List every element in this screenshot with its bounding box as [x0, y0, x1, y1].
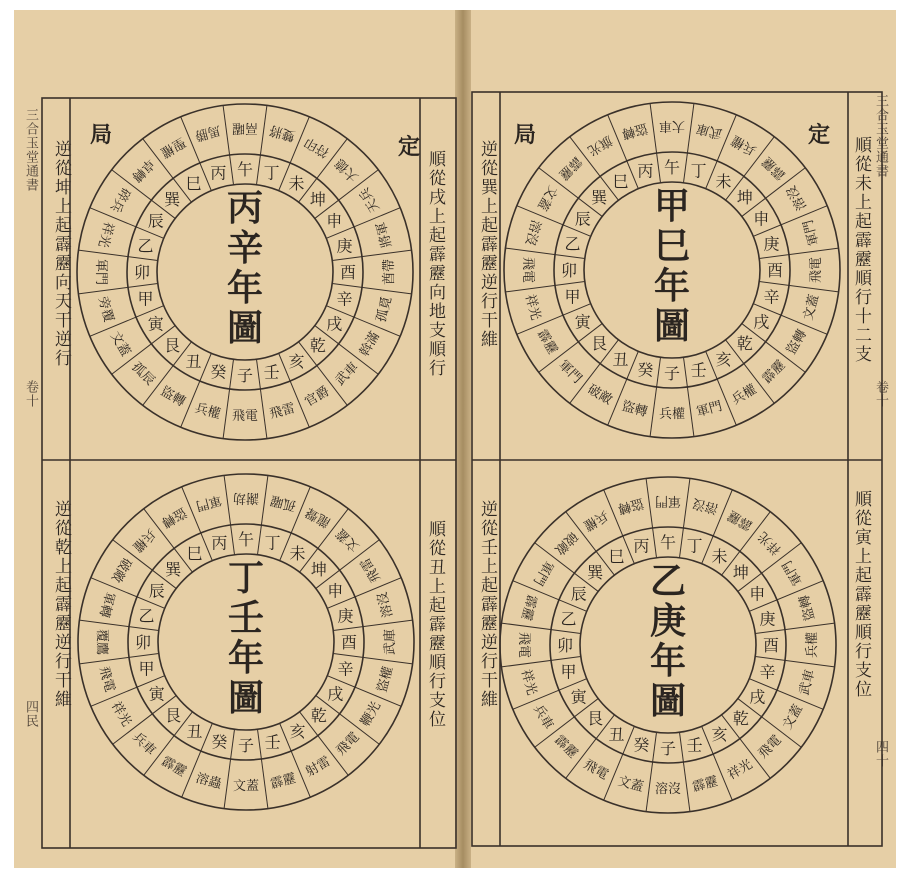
right-header-ju: 局 — [514, 122, 537, 148]
inner-ring-label: 卯 — [133, 263, 151, 282]
inner-ring-label: 艮 — [591, 333, 608, 353]
outer-ring-label: 孤辰 — [128, 359, 158, 389]
inner-ring-label: 酉 — [339, 263, 357, 282]
outer-ring-label: 盜權 — [374, 664, 397, 694]
outer-ring-label: 霹靂 — [533, 327, 560, 358]
inner-ring-label: 巳 — [185, 173, 202, 193]
outer-ring-label: 霹靂 — [551, 732, 581, 762]
diagram-title-char: 丁 — [227, 557, 265, 599]
inner-ring-label: 壬 — [690, 360, 707, 380]
outer-ring-label: 軍門 — [194, 491, 224, 514]
outer-ring-label: 溶沒 — [690, 494, 720, 517]
diagram-title-char: 圖 — [226, 307, 264, 349]
outer-ring-label: 飛電 — [809, 256, 824, 284]
inner-ring-label: 戌 — [326, 314, 343, 334]
outer-ring-label: 軍門 — [654, 493, 682, 508]
inner-ring-label: 子 — [236, 366, 254, 385]
inner-ring-label: 辰 — [148, 581, 165, 601]
outer-ring-label: 酋帶 — [382, 258, 397, 286]
left-header-ju: 局 — [90, 122, 113, 148]
outer-ring-label: 兵權 — [805, 631, 820, 659]
inner-ring-label: 丁 — [264, 533, 281, 553]
inner-ring-label: 卯 — [556, 636, 574, 655]
outer-ring-label: 文蓋 — [232, 779, 260, 794]
outer-ring-label: 軍門 — [694, 398, 724, 421]
right-header-ding: 定 — [808, 122, 831, 148]
inner-ring-label: 子 — [237, 736, 255, 755]
outer-ring-label: 飛電 — [333, 729, 363, 759]
inner-ring-label: 辛 — [337, 659, 354, 679]
inner-ring-label: 辛 — [763, 287, 780, 307]
outer-ring-label: 射雷 — [303, 754, 334, 781]
outer-ring-label: 破敵 — [551, 528, 581, 558]
inner-ring-label: 癸 — [637, 360, 654, 380]
diagram-title-char: 庚 — [649, 600, 687, 642]
inner-ring-label: 丁 — [686, 536, 703, 556]
inner-ring-label: 丙 — [211, 533, 228, 553]
outer-ring-label: 飛雷 — [358, 554, 385, 585]
outer-ring-label: 霹靂 — [759, 357, 789, 387]
left-margin-title: 三合玉堂通書 — [23, 108, 38, 192]
outer-ring-label: 龍聲 — [303, 503, 334, 530]
outer-ring-label: 馬勝 — [193, 121, 223, 144]
outer-ring-label: 覆鷹 — [94, 628, 109, 656]
inner-ring-label: 辰 — [570, 584, 587, 604]
inner-ring-label: 未 — [715, 171, 732, 191]
left-note-bottom-right: 順從丑上起霹靂順行支位 — [425, 520, 445, 729]
outer-ring-label: 飛電 — [231, 409, 259, 424]
inner-ring-label: 乙 — [138, 606, 155, 626]
inner-ring-label: 巽 — [591, 188, 608, 208]
outer-ring-label: 文蓋 — [106, 329, 133, 360]
diagram-title-char: 辛 — [226, 227, 264, 269]
inner-ring-label: 辰 — [147, 211, 164, 231]
outer-ring-label: 碎兵 — [106, 184, 133, 215]
inner-ring-label: 艮 — [165, 705, 182, 725]
left-note-bottom-left: 逆從乾上起霹靂逆行干維 — [51, 500, 71, 709]
outer-ring-label: 祥光 — [755, 528, 785, 558]
diagram-title-char: 圖 — [649, 680, 687, 722]
outer-ring-label: 祥光 — [725, 757, 756, 784]
inner-ring-label: 巽 — [165, 560, 182, 580]
outer-ring-label: 官爵 — [302, 384, 333, 411]
diagram-title-char: 巳 — [653, 225, 691, 267]
inner-ring-label: 寅 — [147, 314, 164, 334]
outer-ring-label: 盜轉 — [157, 384, 188, 411]
left-margin-label: 卷十 — [23, 380, 38, 408]
outer-ring-label: 霹靂 — [158, 754, 189, 781]
inner-ring-label: 辛 — [336, 289, 353, 309]
diagram-ding-ren — [78, 474, 414, 810]
inner-ring-label: 戌 — [749, 687, 766, 707]
inner-ring-label: 酉 — [340, 633, 358, 652]
outer-ring-label: 飛電 — [95, 664, 118, 694]
inner-ring-label: 未 — [289, 543, 306, 563]
outer-ring-label: 盜轉 — [784, 327, 811, 358]
outer-ring-label: 飛電 — [520, 256, 535, 284]
inner-ring-label: 申 — [326, 211, 343, 231]
outer-ring-label: 飛雷 — [267, 400, 297, 423]
inner-ring-label: 乙 — [560, 609, 577, 629]
inner-ring-label: 乾 — [732, 708, 749, 728]
inner-ring-label: 庚 — [337, 606, 354, 626]
outer-ring-label: 兵車 — [129, 729, 159, 759]
outer-ring-label: 溶沒 — [654, 782, 682, 797]
inner-ring-label: 丁 — [690, 161, 707, 181]
outer-ring-label: 軍門 — [780, 557, 807, 588]
outer-ring-label: 武庫 — [383, 628, 398, 656]
outer-ring-label: 軍轉 — [95, 590, 118, 620]
inner-ring-label: 丑 — [612, 350, 629, 370]
right-note-top-left: 逆從巽上起霹靂逆行干維 — [477, 140, 497, 349]
inner-ring-label: 亥 — [288, 352, 305, 372]
inner-ring-label: 甲 — [138, 659, 155, 679]
inner-ring-label: 亥 — [715, 350, 732, 370]
inner-ring-label: 戌 — [327, 684, 344, 704]
inner-ring-label: 未 — [288, 173, 305, 193]
outer-ring-label: 鬲曜 — [231, 120, 259, 135]
outer-ring-label: 軍門 — [93, 258, 108, 286]
diagram-title-char: 丙 — [226, 187, 264, 229]
outer-ring-label: 霹靂 — [517, 593, 540, 623]
inner-ring-label: 亥 — [289, 722, 306, 742]
outer-ring-label: 祥光 — [107, 699, 134, 730]
inner-ring-label: 乾 — [310, 705, 327, 725]
left-note-top-right: 順從戌上起霹靂向地支順行 — [425, 150, 445, 378]
inner-ring-label: 乾 — [736, 333, 753, 353]
diagram-bing-xin — [77, 104, 413, 440]
outer-ring-label: 盜轉 — [620, 119, 650, 142]
inner-ring-label: 艮 — [164, 335, 181, 355]
right-margin-label: 卷十 — [873, 380, 888, 408]
inner-ring-label: 丑 — [185, 352, 202, 372]
outer-ring-label: 破敵 — [584, 382, 615, 409]
inner-ring-label: 丙 — [637, 161, 654, 181]
outer-ring-label: 文蓋 — [533, 182, 560, 213]
inner-ring-label: 亥 — [711, 725, 728, 745]
right-margin-bottom: 四十 — [873, 740, 888, 768]
inner-ring-label: 坤 — [736, 188, 753, 208]
inner-ring-label: 辰 — [574, 209, 591, 229]
outer-ring-label: 鞭光 — [358, 699, 385, 730]
outer-ring-label: 孤曜 — [268, 491, 298, 514]
outer-ring-label: 軍門 — [529, 557, 556, 588]
inner-ring-label: 巳 — [608, 546, 625, 566]
outer-ring-label: 霹靂 — [725, 506, 756, 533]
inner-ring-label: 甲 — [137, 289, 154, 309]
inner-ring-label: 甲 — [564, 287, 581, 307]
inner-ring-label: 艮 — [587, 708, 604, 728]
right-note-bottom-right: 順從寅上起霹靂順行支位 — [851, 490, 871, 699]
inner-ring-label: 乾 — [309, 335, 326, 355]
outer-ring-label: 霹靂 — [555, 153, 585, 183]
outer-ring-label: 軍門 — [555, 357, 585, 387]
outer-ring-label: 武車 — [796, 667, 819, 697]
outer-ring-label: 大德 — [332, 155, 362, 185]
outer-ring-label: 兵權 — [729, 382, 760, 409]
outer-ring-label: 兵車 — [529, 702, 556, 733]
inner-ring-label: 申 — [749, 584, 766, 604]
diagram-title-char: 乙 — [649, 560, 687, 602]
outer-ring-label: 溶蟲 — [194, 770, 224, 793]
inner-ring-label: 壬 — [263, 362, 280, 382]
outer-ring-label: 飛電 — [580, 757, 611, 784]
inner-ring-label: 申 — [327, 581, 344, 601]
inner-ring-label: 壬 — [264, 732, 281, 752]
outer-ring-label: 文蓋 — [800, 292, 823, 322]
inner-ring-label: 癸 — [211, 732, 228, 752]
inner-ring-label: 坤 — [310, 560, 327, 580]
outer-ring-label: 將軍 — [373, 220, 396, 250]
right-note-bottom-left: 逆從壬上起霹靂逆行干維 — [477, 500, 497, 709]
outer-ring-label: 雙將 — [267, 121, 297, 144]
inner-ring-label: 申 — [753, 209, 770, 229]
outer-ring-label: 霹靂 — [690, 773, 720, 796]
outer-ring-label: 盜轉 — [796, 593, 819, 623]
outer-ring-label: 祥光 — [521, 292, 544, 322]
inner-ring-label: 巳 — [612, 171, 629, 191]
outer-ring-label: 兵權 — [193, 400, 223, 423]
inner-ring-label: 壬 — [686, 735, 703, 755]
outer-ring-label: 文蓋 — [780, 702, 807, 733]
inner-ring-label: 子 — [663, 364, 681, 383]
inner-ring-label: 癸 — [633, 735, 650, 755]
left-header-ding: 定 — [398, 134, 421, 160]
left-note-top-left: 逆從坤上起霹靂向天干逆行 — [51, 140, 71, 368]
diagram-jia-ji — [504, 102, 840, 438]
outer-ring-label: 破敵 — [107, 554, 134, 585]
inner-ring-label: 坤 — [732, 563, 749, 583]
outer-ring-label: 旁覆 — [94, 294, 117, 324]
diagram-title-char: 甲 — [653, 185, 691, 227]
outer-ring-label: 武車 — [332, 359, 362, 389]
outer-ring-label: 大車 — [658, 118, 686, 133]
outer-ring-label: 武庫 — [694, 119, 724, 142]
outer-ring-label: 盜轉 — [616, 494, 646, 517]
inner-ring-label: 午 — [663, 158, 681, 177]
outer-ring-label: 溶沒 — [374, 590, 397, 620]
diagram-title-char: 年 — [227, 637, 265, 679]
diagram-title-char: 年 — [649, 640, 687, 682]
inner-ring-label: 巽 — [587, 563, 604, 583]
outer-ring-label: 文蓋 — [616, 773, 646, 796]
outer-ring-label: 溶沒 — [784, 182, 811, 213]
inner-ring-label: 丙 — [633, 536, 650, 556]
inner-ring-label: 坤 — [309, 190, 326, 210]
inner-ring-label: 乙 — [564, 234, 581, 254]
inner-ring-label: 寅 — [570, 687, 587, 707]
diagram-title-char: 圖 — [227, 677, 265, 719]
inner-ring-label: 癸 — [210, 362, 227, 382]
inner-ring-label: 卯 — [560, 261, 578, 280]
right-note-top-right: 順從未上起霹靂順行十二支 — [851, 136, 871, 364]
inner-ring-label: 乙 — [137, 236, 154, 256]
outer-ring-label: 兵權 — [580, 506, 611, 533]
outer-ring-label: 天兵 — [357, 184, 384, 215]
outer-ring-label: 旗光 — [584, 131, 615, 158]
outer-ring-label: 霹靂 — [759, 153, 789, 183]
inner-ring-label: 酉 — [762, 636, 780, 655]
outer-ring-label: 霹靂 — [268, 770, 298, 793]
outer-ring-label: 祥光 — [517, 667, 540, 697]
inner-ring-label: 寅 — [574, 312, 591, 332]
inner-ring-label: 子 — [659, 739, 677, 758]
inner-ring-label: 庚 — [336, 236, 353, 256]
outer-ring-label: 兵權 — [729, 131, 760, 158]
outer-ring-label: 聖權 — [157, 133, 188, 160]
inner-ring-label: 戌 — [753, 312, 770, 332]
outer-ring-label: 軍門 — [800, 218, 823, 248]
inner-ring-label: 巳 — [186, 543, 203, 563]
outer-ring-label: 符印 — [302, 133, 333, 160]
outer-ring-label: 謝劫 — [232, 490, 260, 505]
outer-ring-label: 溶沒 — [521, 218, 544, 248]
inner-ring-label: 午 — [236, 160, 254, 179]
inner-ring-label: 未 — [711, 546, 728, 566]
inner-ring-label: 丁 — [263, 163, 280, 183]
inner-ring-label: 辛 — [759, 662, 776, 682]
inner-ring-label: 庚 — [763, 234, 780, 254]
left-margin-bottom: 四民 — [23, 700, 38, 728]
inner-ring-label: 酉 — [766, 261, 784, 280]
inner-ring-label: 午 — [659, 533, 677, 552]
outer-ring-label: 祥光 — [94, 220, 117, 250]
inner-ring-label: 卯 — [134, 633, 152, 652]
inner-ring-label: 寅 — [148, 684, 165, 704]
inner-ring-label: 午 — [237, 530, 255, 549]
inner-ring-label: 甲 — [560, 662, 577, 682]
outer-ring-label: 盜轉 — [158, 503, 189, 530]
outer-ring-label: 兵權 — [658, 407, 686, 422]
right-margin-title: 三合玉堂通書 — [873, 94, 888, 178]
inner-ring-label: 丑 — [608, 725, 625, 745]
outer-ring-label: 孤覓 — [373, 294, 396, 324]
diagram-title-char: 年 — [653, 265, 691, 307]
inner-ring-label: 庚 — [759, 609, 776, 629]
diagram-title-char: 年 — [226, 267, 264, 309]
outer-ring-label: 斡滿 — [357, 329, 384, 360]
inner-ring-label: 丙 — [210, 163, 227, 183]
inner-ring-label: 丑 — [186, 722, 203, 742]
outer-ring-label: 飛電 — [516, 631, 531, 659]
outer-ring-label: 盜轉 — [620, 398, 650, 421]
outer-ring-label: 文蓋 — [333, 525, 363, 555]
inner-ring-label: 巽 — [164, 190, 181, 210]
outer-ring-label: 兵權 — [129, 525, 159, 555]
outer-ring-label: 卓轉 — [128, 155, 158, 185]
outer-ring-label: 飛電 — [755, 732, 785, 762]
diagram-title-char: 圖 — [653, 305, 691, 347]
diagram-title-char: 壬 — [227, 597, 265, 639]
diagram-yi-geng — [500, 477, 836, 813]
